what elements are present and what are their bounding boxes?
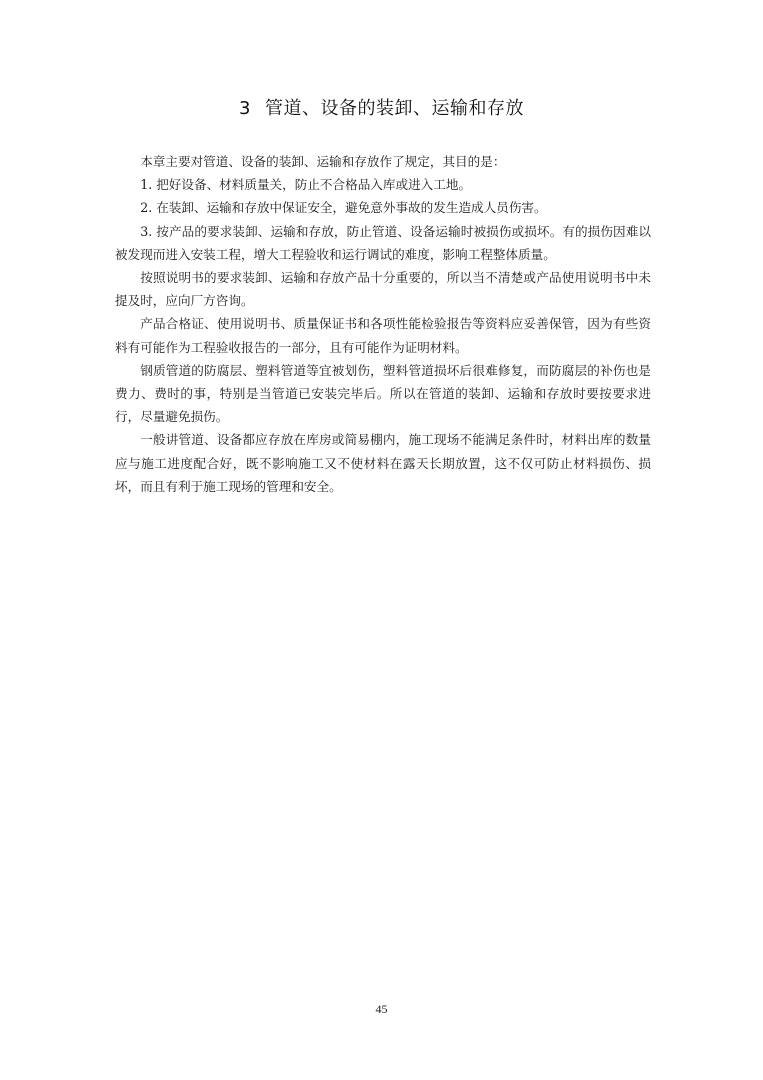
paragraph-item-3: 3. 按产品的要求装卸、运输和存放，防止管道、设备运输时被损伤或损坏。有的损伤因难以被发现而进入安装工程，增大工程验收和运行调试的难度，影响工程整体质量。 <box>115 223 651 262</box>
paragraph-coating: 钢质管道的防腐层、塑料管道等宜被划伤，塑料管道损坏后很难修复，而防腐层的补伤也是费力、费时的事，特别是当管道已安装完毕后。所以在管道的装卸、运输和存放时要按要求进行，尽量避免损伤。 <box>115 362 651 425</box>
paragraph-item-1: 1. 把好设备、材料质量关，防止不合格品入库或进入工地。 <box>140 177 472 193</box>
paragraph-documents: 产品合格证、使用说明书、质量保证书和各项性能检验报告等资料应妥善保管，因为有些资料有可能作为工程验收报告的一部分，且有可能作为证明材料。 <box>115 316 651 355</box>
paragraph-intro: 本章主要对管道、设备的装卸、运输和存放作了规定，其目的是： <box>140 154 506 169</box>
chapter-title-text: 管道、设备的装卸、运输和存放 <box>264 98 524 119</box>
paragraph-storage: 一般讲管道、设备都应存放在库房或简易棚内，施工现场不能满足条件时，材料出库的数量应与施工进度配合好，既不影响施工又不使材料在露天长期放置，这不仅可防止材料损伤、损坏，而且有利于施工现场的管理和安全。 <box>115 432 651 494</box>
page-number: 45 <box>375 1002 388 1016</box>
paragraph-item-2: 2. 在装卸、运输和存放中保证安全，避免意外事故的发生造成人员伤害。 <box>140 200 547 216</box>
chapter-title <box>0 94 763 120</box>
chapter-number: 3 <box>239 98 251 119</box>
body-text <box>115 150 651 498</box>
paragraph-manual: 按照说明书的要求装卸、运输和存放产品十分重要的，所以当不清楚或产品使用说明书中未提及时，应向厂方咨询。 <box>115 270 651 309</box>
